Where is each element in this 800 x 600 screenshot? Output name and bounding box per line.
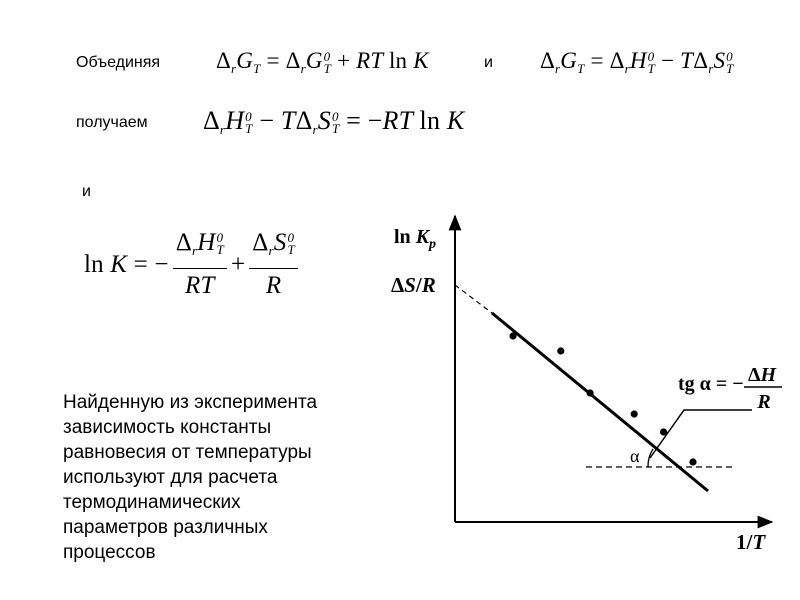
svg-text:ΔH: ΔH bbox=[747, 364, 777, 386]
obtain-label: получаем bbox=[76, 114, 148, 131]
and-connector: и bbox=[484, 54, 493, 71]
gibbs-equation-enthalpy-entropy: $\Delta_rG_T = \Delta_rH$ 0 T − $T\Delta_rS$ 0 T bbox=[540, 48, 734, 76]
regression-line bbox=[492, 313, 708, 491]
paragraph-line: термодинамических bbox=[63, 492, 241, 513]
paragraph-line: зависимость константы bbox=[63, 417, 272, 438]
data-point bbox=[660, 428, 667, 435]
y-axis-label: $\ln K_p$ bbox=[394, 226, 437, 252]
data-point bbox=[509, 332, 516, 339]
gibbs-equation-standard: $\Delta_rG_T = \Delta_rG$ 0 T + RT ln K bbox=[216, 48, 429, 76]
and-label: и bbox=[82, 183, 91, 200]
x-axis-label: 1/T bbox=[736, 530, 766, 554]
svg-text:tg α = −: tg α = − bbox=[678, 373, 744, 395]
data-point bbox=[557, 347, 564, 354]
angle-label: α bbox=[630, 446, 640, 466]
paragraph-line: Найденную из эксперимента bbox=[63, 392, 318, 413]
slope-label bbox=[678, 364, 782, 413]
svg-text:R: R bbox=[757, 391, 771, 413]
paragraph-line: процессов bbox=[63, 542, 156, 563]
extrapolation-dashed-line bbox=[455, 285, 492, 313]
data-point bbox=[689, 458, 696, 465]
combining-label: Объединяя bbox=[76, 54, 161, 71]
paragraph-line: параметров различных bbox=[63, 517, 268, 538]
intercept-label: ΔS/R bbox=[391, 273, 436, 297]
combined-equation: $\Delta_rH$ 0 T − $T\Delta_rS$ 0 T = −RT ln K bbox=[203, 106, 465, 137]
paragraph-line: используют для расчета bbox=[63, 467, 278, 488]
data-point bbox=[587, 389, 594, 396]
lnk-equation: ln K = − $\Delta_rH$ 0 T RT + $\Delta_rS$ 0 T R bbox=[84, 226, 302, 303]
paragraph-line: равновесия от температуры bbox=[63, 442, 312, 463]
data-point bbox=[631, 410, 638, 417]
